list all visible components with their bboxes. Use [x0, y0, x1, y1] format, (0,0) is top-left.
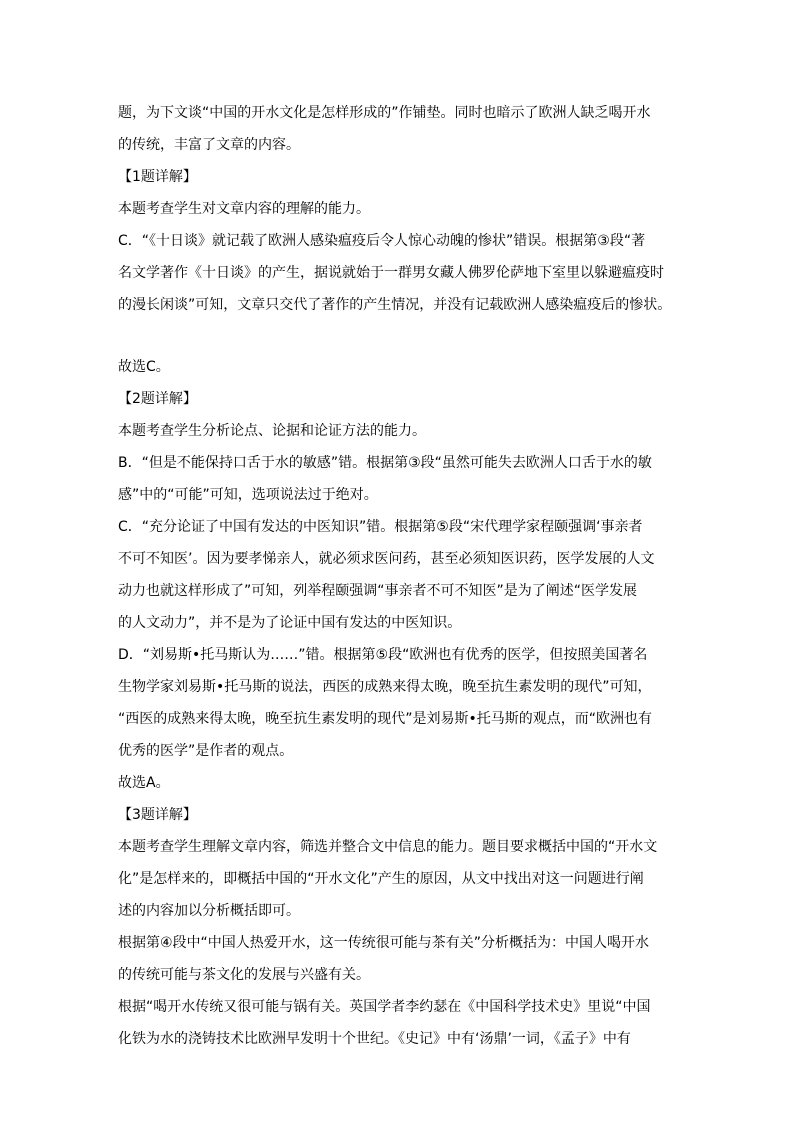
text-line: 述的内容加以分析概括即可。 [118, 903, 300, 919]
paragraph [118, 193, 678, 225]
paragraph [118, 991, 678, 1055]
text-line: 本题考查学生分析论点、论据和论证方法的能力。 [118, 423, 426, 439]
text-line: 故选C。 [118, 359, 170, 375]
text-line: 动力也就这样形成了”可知，列举程颐强调“事亲者不可不知医”是为了阐述“医学发展 [118, 583, 638, 599]
paragraph [118, 927, 678, 991]
paragraph [118, 511, 678, 639]
paragraph [118, 225, 678, 321]
text-line: 故选A。 [118, 775, 170, 791]
document-page [118, 97, 678, 1055]
text-line: 化铁为水的浇铸技术比欧洲早发明十个世纪。《史记》中有‘汤鼎’一词，《孟子》中有 [118, 1031, 631, 1047]
paragraph-gap [118, 321, 678, 351]
paragraph [118, 161, 678, 193]
paragraph [118, 639, 678, 767]
paragraph [118, 799, 678, 831]
text-line: 【1题详解】 [118, 169, 197, 185]
text-line: 根据第④段中“中国人热爱开水，这一传统很可能与茶有关”分析概括为：中国人喝开水 [118, 935, 650, 951]
text-line: 根据“喝开水传统又很可能与锅有关。英国学者李约瑟在《中国科学技术史》里说“中国 [118, 999, 651, 1015]
text-line: 化”是怎样来的，即概括中国的“开水文化”产生的原因，从文中找出对这一问题进行阐 [118, 871, 644, 887]
text-line: 题，为下文谈“中国的开水文化是怎样形成的”作铺垫。同时也暗示了欧洲人缺乏喝开水 [118, 105, 651, 121]
text-line: C．“充分论证了中国有发达的中医知识”错。根据第⑤段“宋代理学家程颐强调‘事亲者 [118, 519, 643, 535]
text-line: 的漫长闲谈”可知，文章只交代了著作的产生情况，并没有记载欧洲人感染瘟疫后的惨状。 [118, 297, 672, 313]
text-line: B．“但是不能保持口舌于水的敏感”错。根据第③段“虽然可能失去欧洲人口舌于水的敏 [118, 455, 652, 471]
text-line: 的传统可能与茶文化的发展与兴盛有关。 [118, 967, 370, 983]
paragraph [118, 767, 678, 799]
text-line: 本题考查学生对文章内容的理解的能力。 [118, 201, 370, 217]
text-line: 【2题详解】 [118, 391, 197, 407]
paragraph [118, 415, 678, 447]
text-line: 优秀的医学”是作者的观点。 [118, 743, 294, 759]
text-line: 本题考查学生理解文章内容，筛选并整合文中信息的能力。题目要求概括中国的“开水文 [118, 839, 658, 855]
paragraph [118, 447, 678, 511]
text-line: 不可不知医’。因为要孝悌亲人，就必须求医问药，甚至必须知医识药，医学发展的人文 [118, 551, 655, 567]
text-line: 的传统，丰富了文章的内容。 [118, 137, 300, 153]
paragraph [118, 351, 678, 383]
text-line: 【3题详解】 [118, 807, 197, 823]
text-line: C．“《十日谈》就记载了欧洲人感染瘟疫后令人惊心动魄的惨状”错误。根据第③段“著 [118, 233, 646, 249]
text-line: 感”中的“可能”可知，选项说法过于绝对。 [118, 487, 378, 503]
paragraph [118, 383, 678, 415]
paragraph [118, 97, 678, 161]
text-line: D．“刘易斯•托马斯认为……”错。根据第⑤段“欧洲也有优秀的医学，但按照美国著名 [118, 647, 648, 663]
paragraph [118, 831, 678, 927]
text-line: 生物学家刘易斯•托马斯的说法，西医的成熟来得太晚，晚至抗生素发明的现代”可知， [118, 679, 652, 695]
text-line: 的人文动力”，并不是为了论证中国有发达的中医知识。 [118, 615, 462, 631]
text-line: 名文学著作《十日谈》的产生，据说就始于一群男女藏人佛罗伦萨地下室里以躲避瘟疫时 [118, 265, 664, 281]
text-line: “西医的成熟来得太晚，晚至抗生素发明的现代”是刘易斯•托马斯的观点，而“欧洲也有 [118, 711, 653, 727]
